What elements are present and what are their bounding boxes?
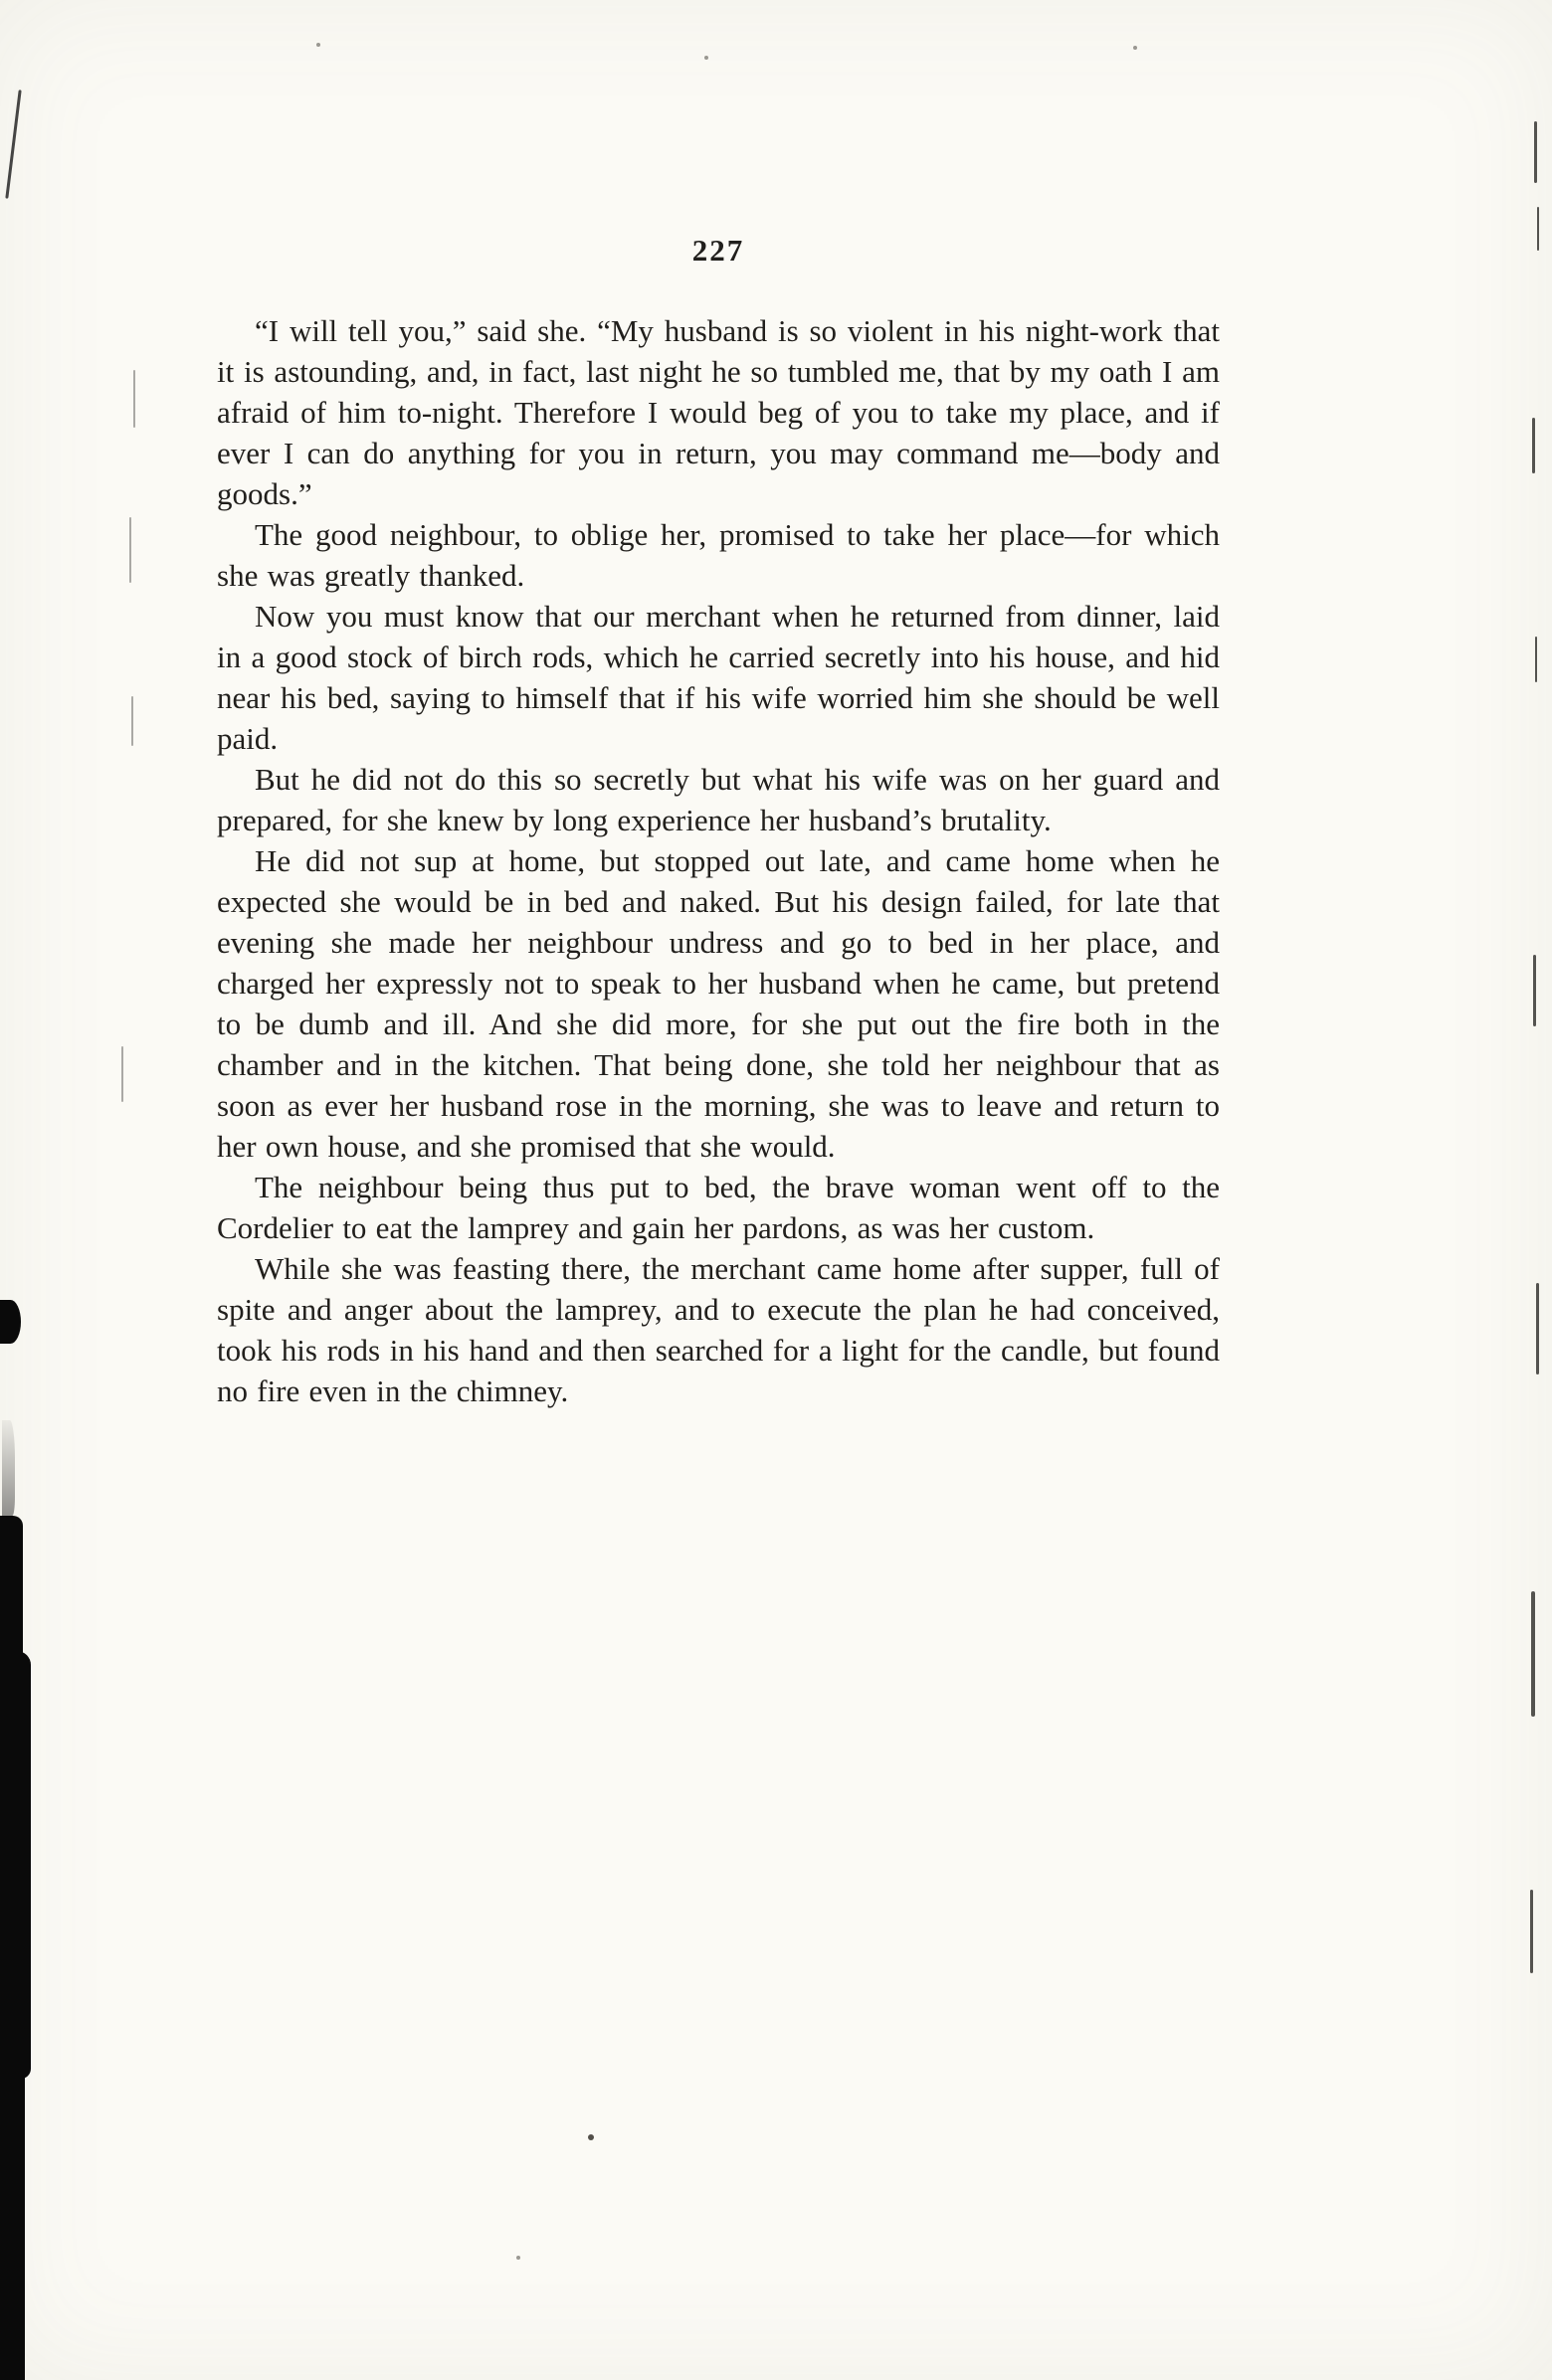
paragraph-3: Now you must know that our merchant when he returned from dinner, laid in a good stock of birch rods, which he carried secretly into his house, and hid near his bed, saying to himself that if his wife worried him she should be well paid. <box>217 599 1220 756</box>
paper-speck <box>704 56 708 60</box>
scan-artifact-gutter-mark <box>129 517 131 583</box>
scan-artifact-left-streak <box>2 1420 15 1516</box>
scan-artifact-left-blob <box>0 1300 21 1344</box>
scan-artifact-gutter-mark <box>133 370 135 428</box>
scan-artifact-right-mark <box>1531 1591 1535 1717</box>
paragraph-2: The good neighbour, to oblige her, promised to take her place—for which she was greatly thanked. <box>217 517 1220 593</box>
paragraph-5: He did not sup at home, but stopped out late, and came home when he expected she would be in bed and naked. But his design failed, for late that evening she made her neighbour undress and go to bed in her place, and charged her expressly not to speak to her husband when he came, but pretend to be dumb and ill. And she did more, for she put out the fire both in the chamber and in the kitchen. That being done, she told her neighbour that as soon as ever her husband rose in the morning, she was to leave and return to her own house, and she promised that she would. <box>217 843 1220 1164</box>
paper-speck <box>316 43 320 47</box>
scan-artifact-right-mark <box>1537 207 1539 251</box>
scan-artifact-right-mark <box>1534 121 1537 183</box>
scan-artifact-gutter-mark <box>131 696 133 746</box>
scan-artifact-left-bar-middle <box>0 1651 31 2079</box>
paragraph-4: But he did not do this so secretly but what his wife was on her guard and prepared, for she knew by long experience her husband’s brutality. <box>217 762 1220 837</box>
paragraph-1: “I will tell you,” said she. “My husband is so violent in his night-work that it is astounding, and, in fact, last night he so tumbled me, that by my oath I am afraid of him to-night. Therefore I would beg of you to take my place, and if ever I can do anything for you in return, you may command me—body and goods.” <box>217 313 1220 511</box>
scan-artifact-gutter-mark <box>121 1046 123 1102</box>
paper-speck <box>1133 46 1137 50</box>
scan-artifact-right-mark <box>1536 1283 1539 1374</box>
text-block <box>217 310 1220 1411</box>
scan-artifact-topleft-stroke <box>5 90 21 199</box>
scan-artifact-right-mark <box>1530 1890 1533 1973</box>
paragraph-6: The neighbour being thus put to bed, the brave woman went off to the Cordelier to eat the lamprey and gain her pardons, as was her custom. <box>217 1170 1220 1245</box>
scan-artifact-right-mark <box>1533 955 1536 1026</box>
page-number: 227 <box>691 233 745 268</box>
paragraph-7: While she was feasting there, the merchant came home after supper, full of spite and anger about the lamprey, and to execute the plan he had conceived, took his rods in his hand and then searched for a light for the candle, but found no fire even in the chimney. <box>217 1251 1220 1408</box>
paper-speck <box>516 2256 520 2260</box>
scan-artifact-right-mark <box>1532 418 1535 473</box>
paper-speck <box>588 2134 594 2140</box>
scan-artifact-left-bar-bottom <box>0 2059 25 2380</box>
scan-artifact-right-mark <box>1535 637 1537 682</box>
scan-artifact-left-bar-top <box>0 1516 23 1665</box>
